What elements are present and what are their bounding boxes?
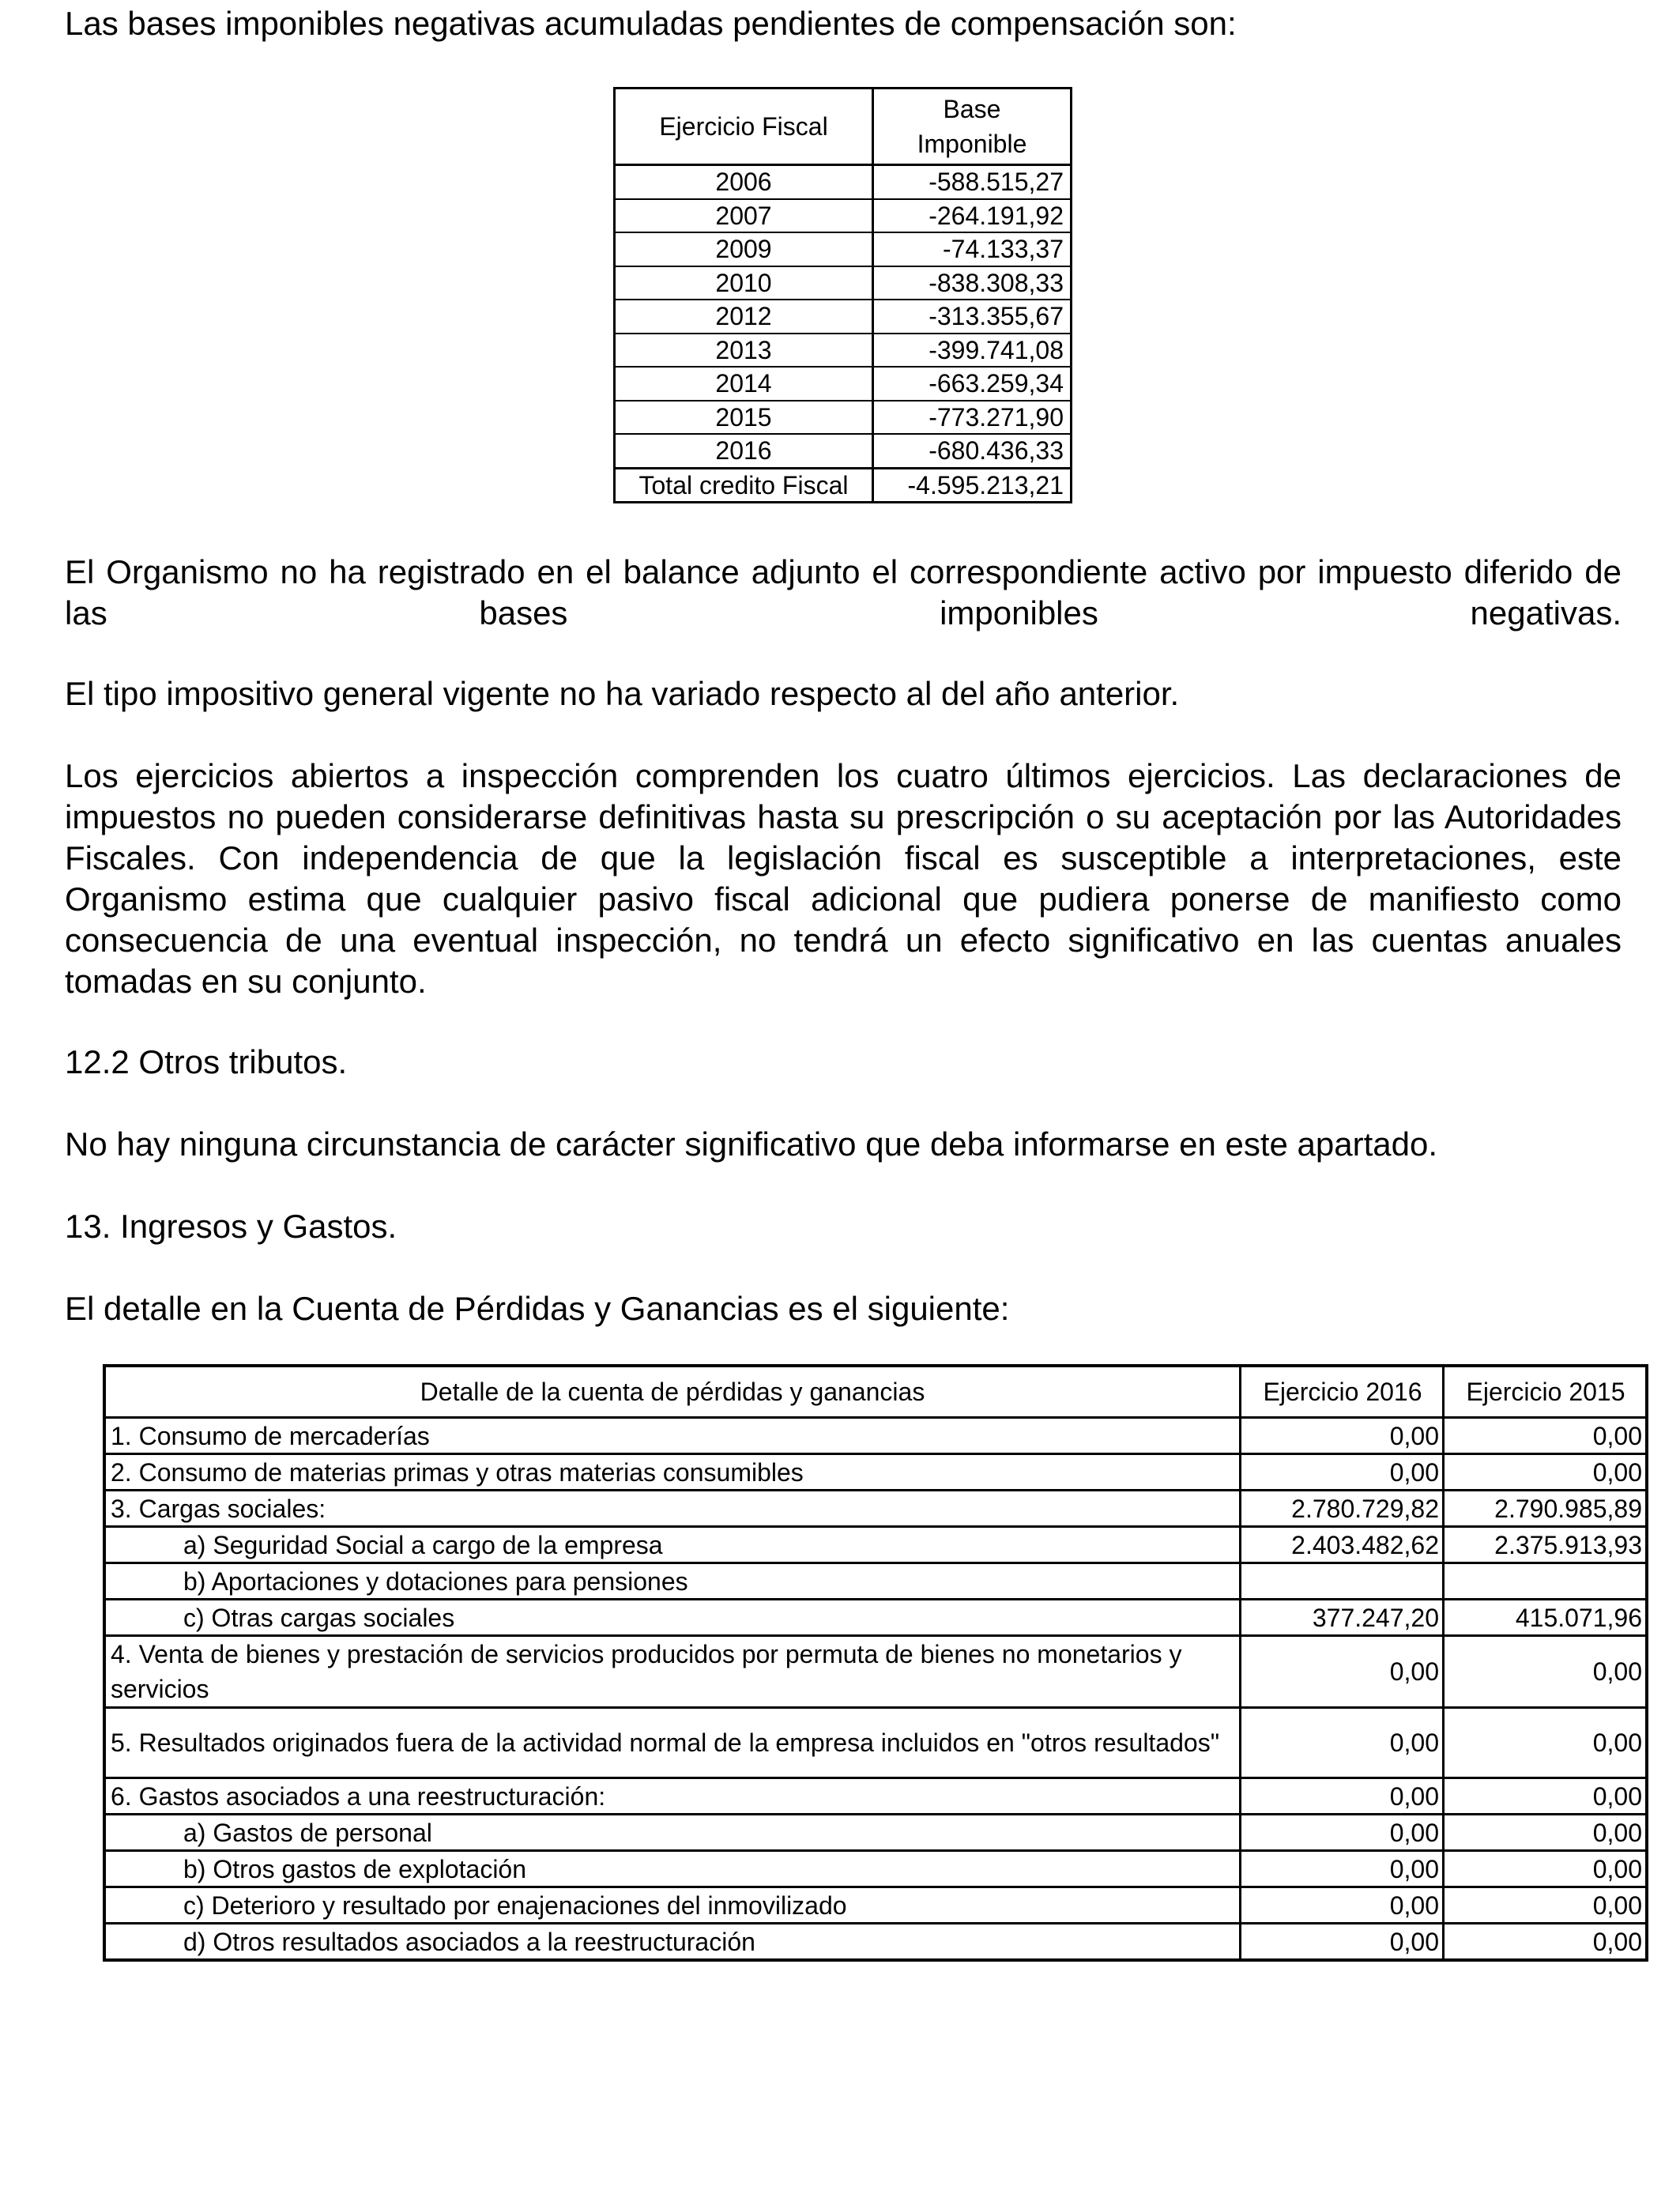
ejercicios-abiertos-paragraph: Los ejercicios abiertos a inspección comprenden los cuatro últimos ejercicios. Las declaraciones de impuestos no pueden considerarse definitivas hasta su prescripción o su aceptación por las Autoridades Fiscales. Con independencia de que la legislación fiscal es susceptible a interpretaciones, este Organismo estima que cualquier pasivo fiscal adicional que pudiera ponerse de manifiesto como consecuencia de una eventual inspección, no tendrá un efecto significativo en las cuentas anuales tomadas en su conjunto.	[65, 757, 1622, 1000]
value-2015-cell: 0,00	[1444, 1924, 1648, 1961]
table-row	[104, 1600, 1647, 1636]
header-tax-base-line1: Base	[943, 95, 1001, 123]
year-cell: 2016	[615, 434, 873, 468]
table-row	[104, 1418, 1647, 1454]
concept-cell: c) Otras cargas sociales	[104, 1600, 1241, 1636]
tipo-impositivo-paragraph: El tipo impositivo general vigente no ha variado respecto al del año anterior.	[65, 675, 1180, 712]
value-2016-cell: 0,00	[1241, 1924, 1444, 1961]
value-cell: -399.741,08	[873, 334, 1072, 368]
table-row	[104, 1491, 1647, 1527]
table-row	[615, 266, 1072, 300]
table-row	[104, 1815, 1647, 1851]
value-2015-cell: 0,00	[1444, 1778, 1648, 1815]
table-header-row	[104, 1366, 1647, 1418]
value-2015-cell	[1444, 1563, 1648, 1600]
value-cell: -588.515,27	[873, 165, 1072, 199]
value-2016-cell: 0,00	[1241, 1815, 1444, 1851]
concept-cell: c) Deterioro y resultado por enajenaciones del inmovilizado	[104, 1887, 1241, 1924]
year-cell: 2007	[615, 199, 873, 233]
value-2016-cell: 377.247,20	[1241, 1600, 1444, 1636]
table-row	[615, 232, 1072, 266]
table-row	[104, 1708, 1647, 1778]
total-value: -4.595.213,21	[873, 468, 1072, 503]
header-fiscal-year: Ejercicio Fiscal	[615, 89, 873, 165]
value-2016-cell	[1241, 1563, 1444, 1600]
concept-cell: b) Otros gastos de explotación	[104, 1851, 1241, 1887]
concept-cell: a) Seguridad Social a cargo de la empresa	[104, 1527, 1241, 1563]
year-cell: 2013	[615, 334, 873, 368]
concept-cell: 5. Resultados originados fuera de la actividad normal de la empresa incluidos en "otros resultados"	[104, 1708, 1241, 1778]
table-row	[104, 1454, 1647, 1491]
table-row	[615, 199, 1072, 233]
year-cell: 2014	[615, 367, 873, 401]
year-cell: 2010	[615, 266, 873, 300]
concept-cell: a) Gastos de personal	[104, 1815, 1241, 1851]
table-row	[104, 1563, 1647, 1600]
section-heading-ingresos-gastos: 13. Ingresos y Gastos.	[65, 1208, 397, 1245]
header-2015: Ejercicio 2015	[1444, 1366, 1648, 1418]
value-cell: -663.259,34	[873, 367, 1072, 401]
table-row	[104, 1636, 1647, 1708]
concept-cell: 2. Consumo de materias primas y otras materias consumibles	[104, 1454, 1241, 1491]
section-heading-otros-tributos: 12.2 Otros tributos.	[65, 1043, 348, 1080]
value-2015-cell: 0,00	[1444, 1636, 1648, 1708]
value-2015-cell: 2.790.985,89	[1444, 1491, 1648, 1527]
year-cell: 2009	[615, 232, 873, 266]
header-tax-base-line2: Imponible	[917, 130, 1027, 158]
table-header-row	[615, 89, 1072, 165]
concept-cell: 4. Venta de bienes y prestación de servicios producidos por permuta de bienes no monetarios y servicios	[104, 1636, 1241, 1708]
value-2015-cell: 415.071,96	[1444, 1600, 1648, 1636]
value-2016-cell: 0,00	[1241, 1418, 1444, 1454]
table-row	[104, 1527, 1647, 1563]
table-row	[104, 1887, 1647, 1924]
table-row	[615, 300, 1072, 334]
value-2015-cell: 0,00	[1444, 1887, 1648, 1924]
value-2016-cell: 0,00	[1241, 1636, 1444, 1708]
tax-loss-table	[613, 87, 1072, 503]
table-row	[104, 1924, 1647, 1961]
year-cell: 2012	[615, 300, 873, 334]
value-2016-cell: 0,00	[1241, 1851, 1444, 1887]
concept-cell: 3. Cargas sociales:	[104, 1491, 1241, 1527]
value-2016-cell: 2.780.729,82	[1241, 1491, 1444, 1527]
value-2015-cell: 0,00	[1444, 1851, 1648, 1887]
value-2016-cell: 0,00	[1241, 1887, 1444, 1924]
table-row	[615, 165, 1072, 199]
header-concept: Detalle de la cuenta de pérdidas y ganancias	[104, 1366, 1241, 1418]
value-2015-cell: 2.375.913,93	[1444, 1527, 1648, 1563]
year-cell: 2006	[615, 165, 873, 199]
value-cell: -313.355,67	[873, 300, 1072, 334]
table-row	[615, 334, 1072, 368]
profit-loss-table	[103, 1364, 1648, 1962]
value-2016-cell: 2.403.482,62	[1241, 1527, 1444, 1563]
value-cell: -838.308,33	[873, 266, 1072, 300]
value-cell: -680.436,33	[873, 434, 1072, 468]
table-row	[104, 1778, 1647, 1815]
concept-cell: b) Aportaciones y dotaciones para pensiones	[104, 1563, 1241, 1600]
value-2016-cell: 0,00	[1241, 1778, 1444, 1815]
value-cell: -773.271,90	[873, 401, 1072, 435]
header-2016: Ejercicio 2016	[1241, 1366, 1444, 1418]
value-2015-cell: 0,00	[1444, 1815, 1648, 1851]
total-row	[615, 468, 1072, 503]
year-cell: 2015	[615, 401, 873, 435]
value-2015-cell: 0,00	[1444, 1454, 1648, 1491]
table-row	[615, 434, 1072, 468]
concept-cell: 6. Gastos asociados a una reestructuración:	[104, 1778, 1241, 1815]
header-tax-base	[873, 89, 1072, 165]
value-2016-cell: 0,00	[1241, 1454, 1444, 1491]
organismo-paragraph: El Organismo no ha registrado en el balance adjunto el correspondiente activo por impuesto diferido de las bases imponibles negativas.	[65, 553, 1622, 631]
table-row	[615, 401, 1072, 435]
intro-paragraph: Las bases imponibles negativas acumuladas pendientes de compensación son:	[65, 5, 1237, 42]
table-row	[615, 367, 1072, 401]
detalle-paragraph: El detalle en la Cuenta de Pérdidas y Ganancias es el siguiente:	[65, 1290, 1010, 1327]
table-row	[104, 1851, 1647, 1887]
value-2015-cell: 0,00	[1444, 1418, 1648, 1454]
value-cell: -74.133,37	[873, 232, 1072, 266]
ninguna-circunstancia-paragraph: No hay ninguna circunstancia de carácter significativo que deba informarse en este apartado.	[65, 1125, 1438, 1163]
total-label: Total credito Fiscal	[615, 468, 873, 503]
value-2015-cell: 0,00	[1444, 1708, 1648, 1778]
value-2016-cell: 0,00	[1241, 1708, 1444, 1778]
value-cell: -264.191,92	[873, 199, 1072, 233]
concept-cell: 1. Consumo de mercaderías	[104, 1418, 1241, 1454]
concept-cell: d) Otros resultados asociados a la reestructuración	[104, 1924, 1241, 1961]
